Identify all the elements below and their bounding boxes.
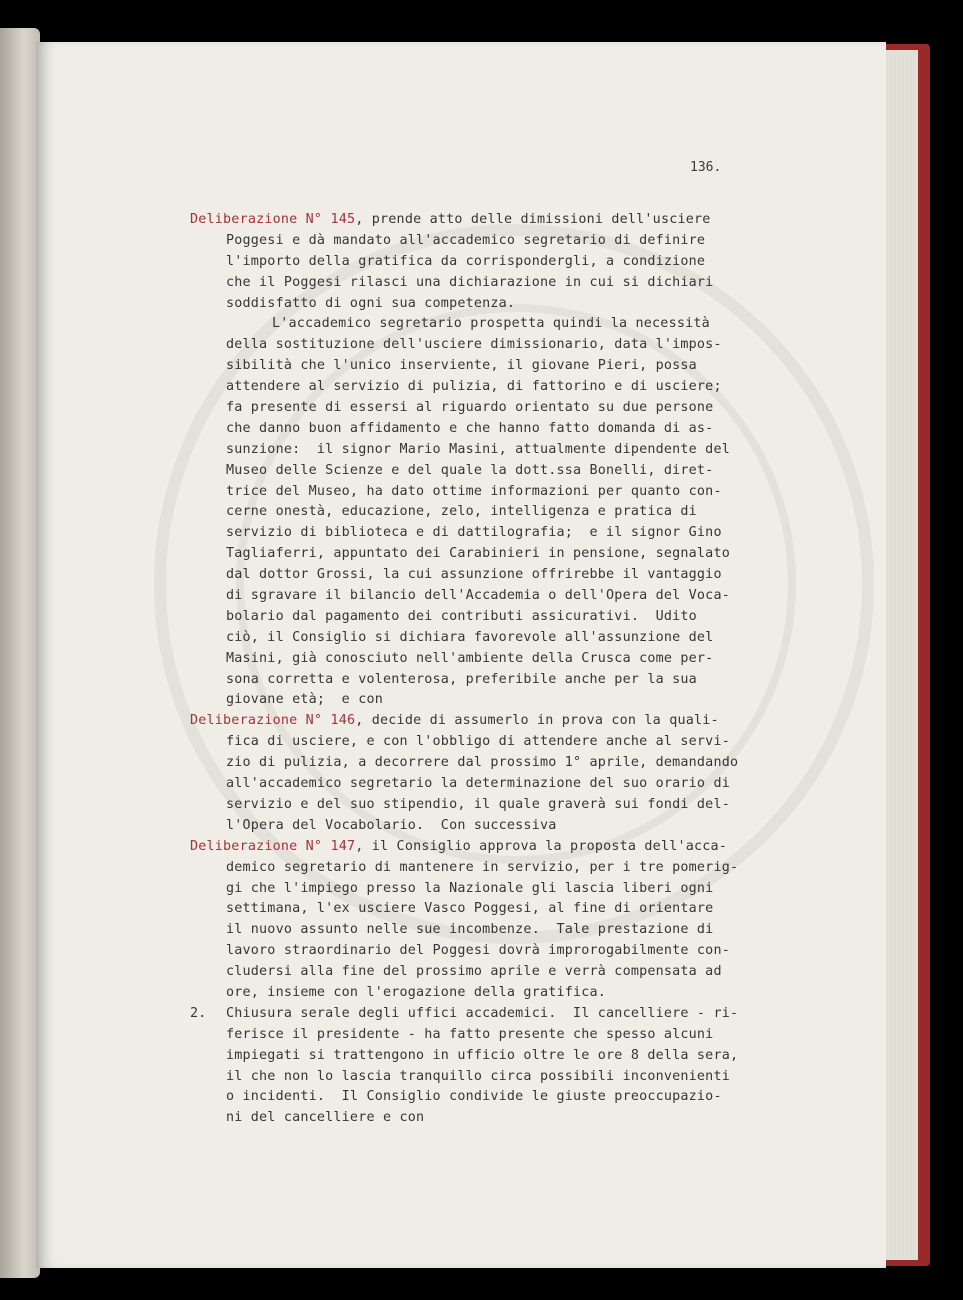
text-line: zio di pulizia, a decorrere dal prossimo 1° aprile, demandando (226, 755, 739, 771)
text-line: fica di usciere, e con l'obbligo di attendere anche al servi- (226, 734, 730, 750)
text-line: ni del cancelliere e con (226, 1110, 425, 1126)
text-line: settimana, l'ex usciere Vasco Poggesi, al fine di orientare (226, 901, 714, 917)
page-number: 136. (690, 160, 722, 175)
paragraph-first-line: Deliberazione N° 147, il Consiglio approva la proposta dell'acca- (190, 838, 728, 854)
text-line: cludersi alla fine del prossimo aprile e verrà compensata ad (226, 964, 722, 980)
text-line: lavoro straordinario del Poggesi dovrà improrogabilmente con- (226, 943, 730, 959)
text-line: Tagliaferri, appuntato dei Carabinieri in pensione, segnalato (226, 546, 730, 562)
paragraph-first-line: L'accademico segretario prospetta quindi la necessità (272, 316, 710, 332)
text-line: trice del Museo, ha dato ottime informazioni per quanto con- (226, 483, 722, 499)
deliberation-label: Deliberazione N° 145 (190, 212, 356, 227)
paragraph-first-line: Deliberazione N° 146, decide di assumerlo in prova con la quali- (190, 713, 719, 729)
item-number: 2. (190, 1005, 207, 1021)
text-line: cerne onestà, educazione, zelo, intelligenza e pratica di (226, 504, 697, 520)
text-line: che il Poggesi rilasci una dichiarazione in cui si dichiari (226, 274, 714, 290)
document-body (190, 210, 790, 1129)
text-line: che danno buon affidamento e che hanno fatto domanda di as- (226, 420, 714, 436)
text-line: sona corretta e volenterosa, preferibile anche per la sua (226, 671, 697, 687)
text-line: sibilità che l'unico inserviente, il giovane Pieri, possa (226, 358, 697, 374)
paragraph-first-line: Deliberazione N° 145, prende atto delle dimissioni dell'usciere (190, 212, 711, 227)
text-line: Masini, già conosciuto nell'ambiente della Crusca come per- (226, 650, 714, 666)
text-line: giovane età; e con (226, 692, 383, 708)
deliberation-label: Deliberazione N° 147 (190, 838, 356, 854)
text-line: bolario dal pagamento dei contributi assicurativi. Udito (226, 608, 697, 624)
text-line: sunzione: il signor Mario Masini, attualmente dipendente del (226, 441, 730, 457)
text-line: Museo delle Scienze e del quale la dott.ssa Bonelli, diret- (226, 462, 714, 478)
text-line: il nuovo assunto nelle sue incombenze. Tale prestazione di (226, 922, 714, 938)
text-line: all'accademico segretario la determinazione del suo orario di (226, 776, 730, 792)
text-line: della sostituzione dell'usciere dimissionario, data l'impos- (226, 337, 722, 353)
text-line: Poggesi e dà mandato all'accademico segretario di definire (226, 232, 706, 248)
text-line: servizio e del suo stipendio, il quale graverà sui fondi del- (226, 796, 730, 812)
deliberation-label: Deliberazione N° 146 (190, 713, 356, 729)
text-line: ciò, il Consiglio si dichiara favorevole all'assunzione del (226, 629, 714, 645)
numbered-item-first-line: 2. Chiusura serale degli uffici accademici. Il cancelliere - ri- (190, 1004, 790, 1025)
text-line: o incidenti. Il Consiglio condivide le giuste preoccupazio- (226, 1089, 722, 1105)
text-line: l'importo della gratifica da corrispondergli, a condizione (226, 253, 706, 269)
text-line: ferisce il presidente - ha fatto presente che spesso alcuni (226, 1026, 714, 1042)
text-line: il che non lo lascia tranquillo circa possibili inconvenienti (226, 1068, 730, 1084)
text-line: soddisfatto di ogni sua competenza. (226, 295, 516, 311)
text-line: dal dottor Grossi, la cui assunzione offrirebbe il vantaggio (226, 567, 722, 583)
text-line: impiegati si trattengono in ufficio oltre le ore 8 della sera, (226, 1047, 739, 1063)
text-line: attendere al servizio di pulizia, di fattorino e di usciere; (226, 379, 722, 395)
text-line: di sgravare il bilancio dell'Accademia o dell'Opera del Voca- (226, 588, 730, 604)
left-page-edge (0, 28, 40, 1278)
text-line: l'Opera del Vocabolario. Con successiva (226, 817, 557, 833)
text-line: demico segretario di mantenere in servizio, per i tre pomerig- (226, 859, 739, 875)
text-line: gi che l'impiego presso la Nazionale gli lascia liberi ogni (226, 880, 714, 896)
text-line: fa presente di essersi al riguardo orientato su due persone (226, 400, 714, 416)
text-line: servizio di biblioteca e di dattilografia; e il signor Gino (226, 525, 722, 541)
text-line: ore, insieme con l'erogazione della gratifica. (226, 984, 607, 1000)
